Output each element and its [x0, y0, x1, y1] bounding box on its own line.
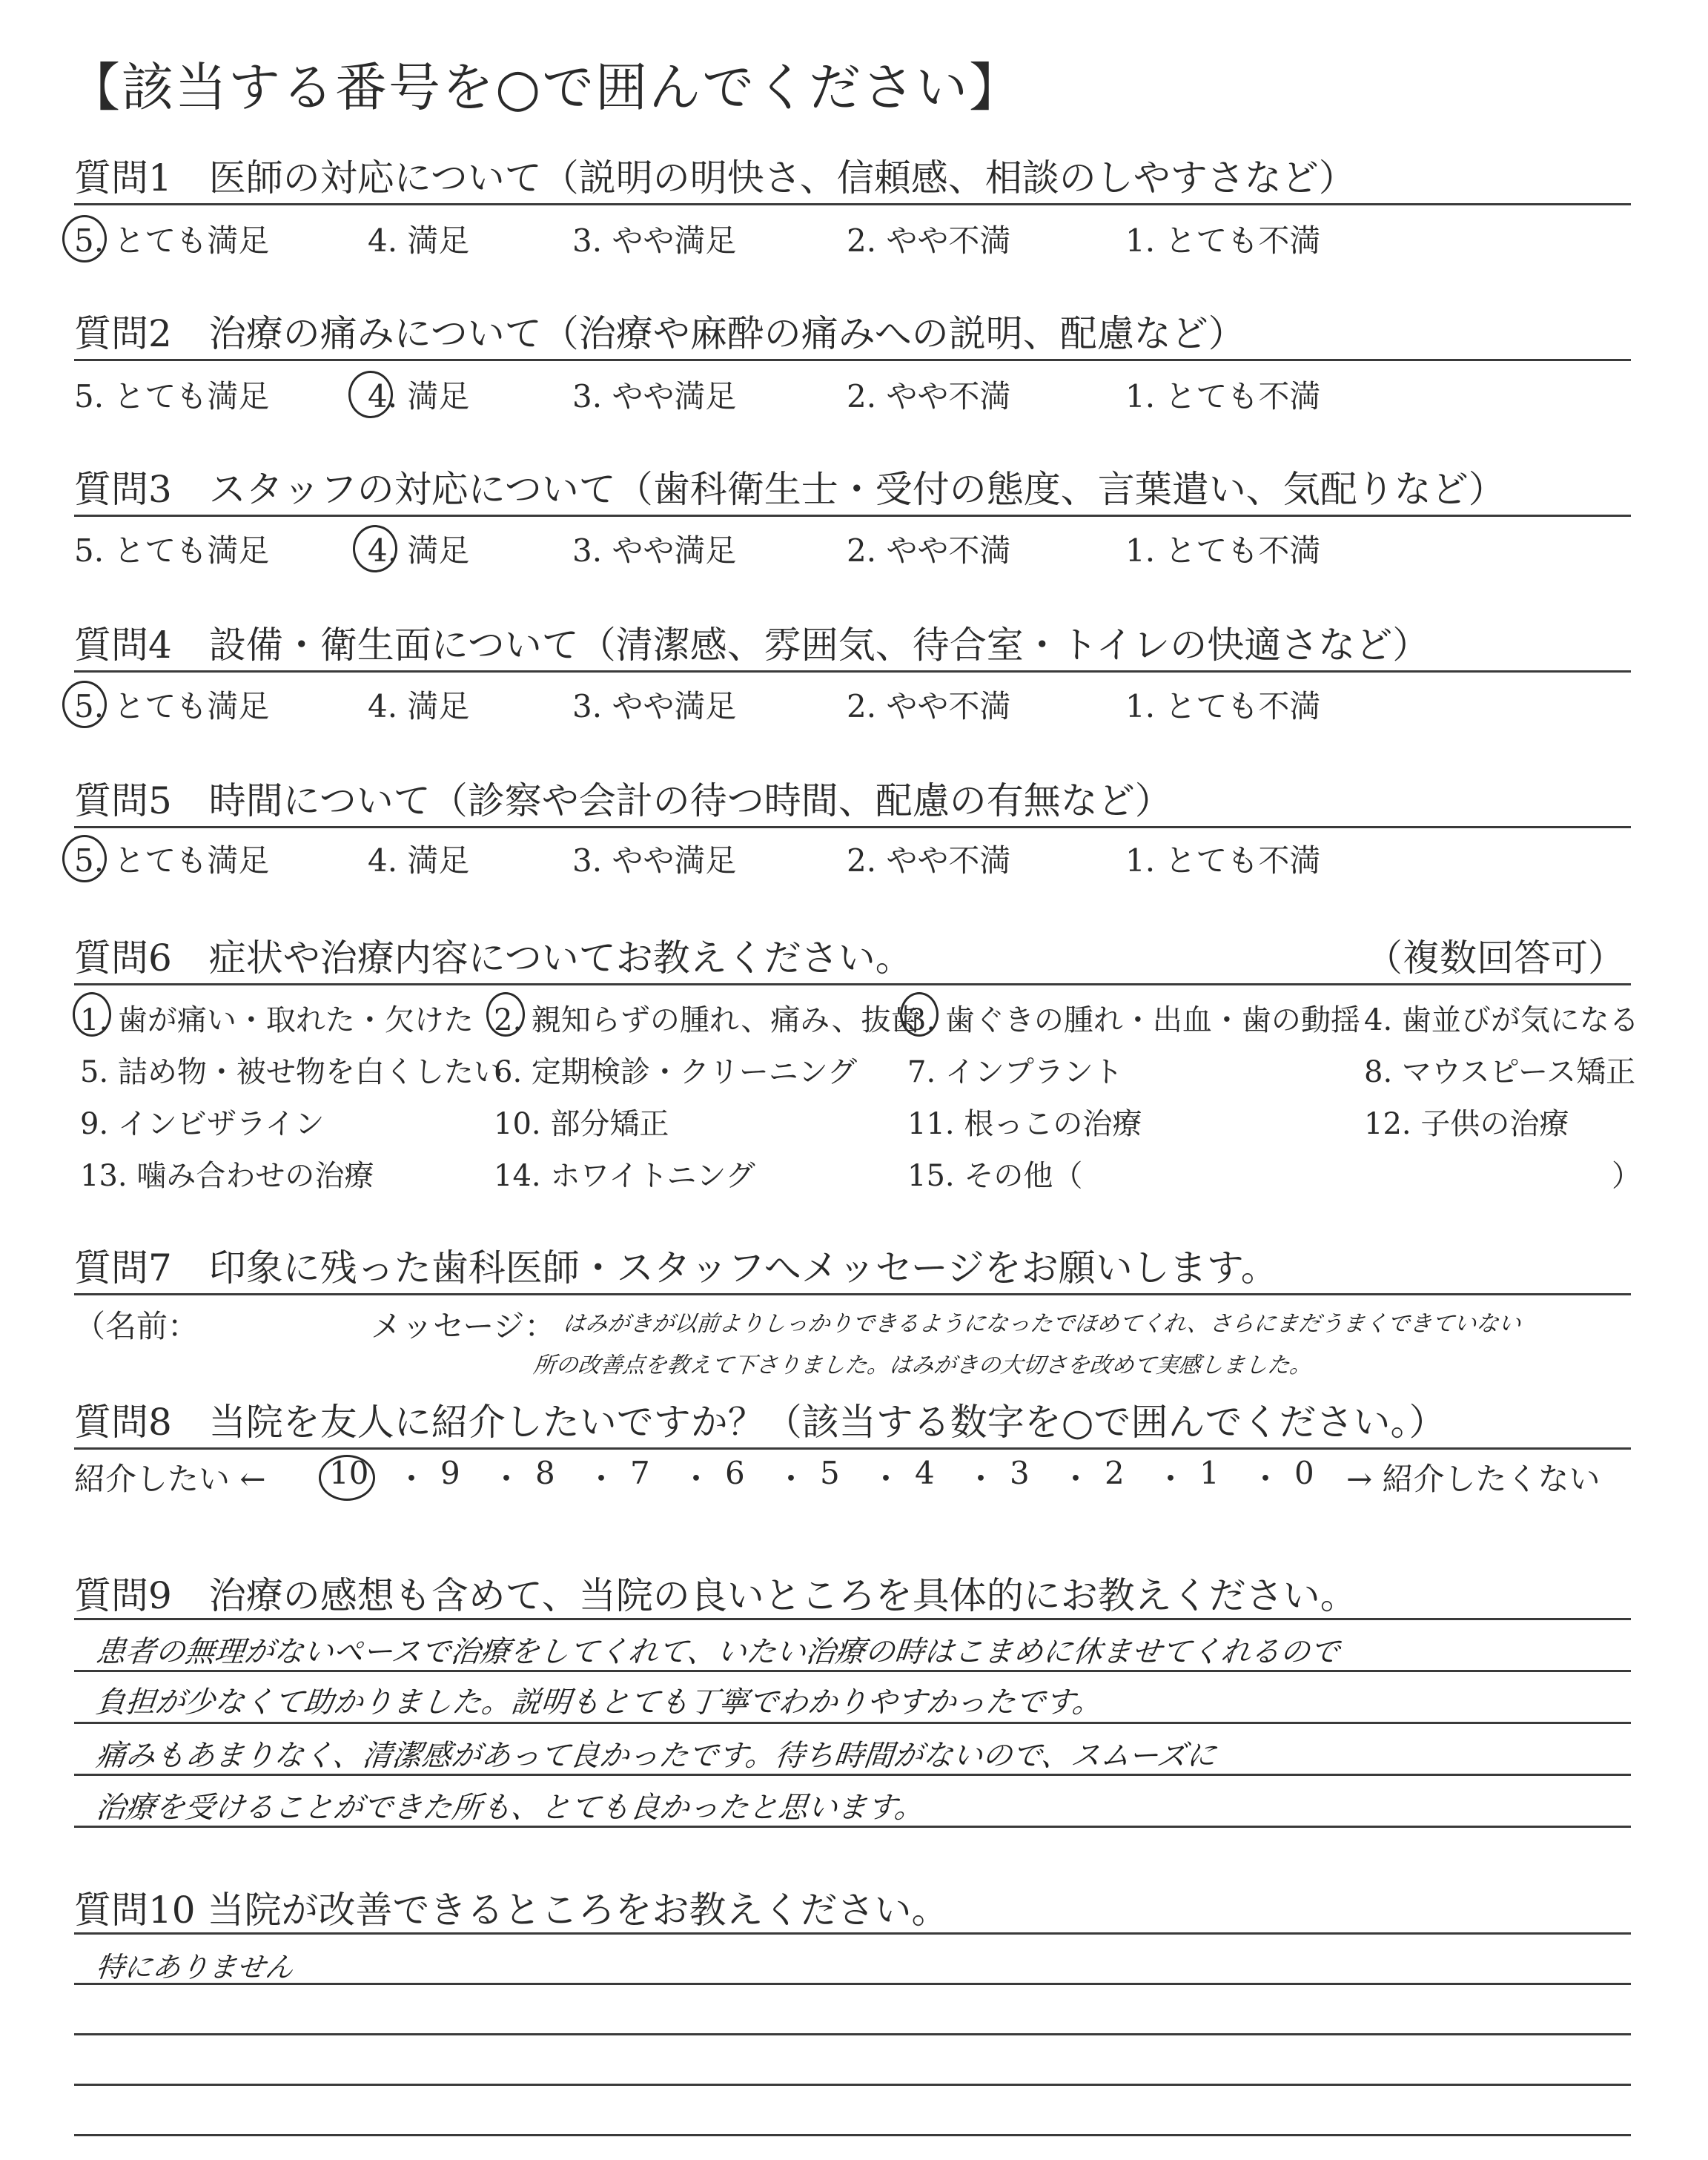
scale-dot: ・	[965, 1461, 997, 1497]
symptom-option[interactable]: 1. 歯が痛い・取れた・欠けた	[80, 1003, 474, 1037]
divider	[74, 203, 1631, 205]
question-1-label: 質問1 医師の対応について（説明の明快さ、信頼感、相談のしやすさなど）	[74, 156, 1356, 199]
scale-dot: ・	[491, 1461, 523, 1497]
symptom-option[interactable]: 2. 親知らずの腫れ、痛み、抜歯	[494, 1003, 921, 1037]
rating-option-3[interactable]: 3. やや満足	[572, 378, 737, 415]
symptom-option[interactable]: 12. 子供の治療	[1364, 1107, 1569, 1141]
handwritten-message-line: 所の改善点を教えて下さりました。はみがきの大切さを改めて実感しました。	[532, 1353, 1314, 1378]
page-title: 【該当する番号を○で囲んでください】	[68, 57, 1023, 118]
scale-dot: ・	[1155, 1461, 1187, 1497]
rating-option-5[interactable]: 5. とても満足	[74, 222, 270, 259]
rating-option-1[interactable]: 1. とても不満	[1125, 222, 1321, 259]
divider	[74, 1932, 1631, 1935]
symptom-option[interactable]: 3. 歯ぐきの腫れ・出血・歯の動揺	[907, 1003, 1360, 1037]
score-8[interactable]: 8	[535, 1455, 555, 1491]
symptom-option[interactable]: 6. 定期検診・クリーニング	[494, 1055, 858, 1089]
answer-line	[74, 1722, 1631, 1724]
handwritten-message-line: はみがきが以前よりしっかりできるようになったでほめてくれ、さらにまだうまくできていない	[561, 1311, 1523, 1337]
rating-option-2[interactable]: 2. やや不満	[847, 688, 1011, 724]
multiple-answer-note: （複数回答可）	[1366, 937, 1625, 980]
score-9[interactable]: 9	[440, 1455, 460, 1491]
divider	[74, 826, 1631, 828]
rating-option-1[interactable]: 1. とても不満	[1125, 532, 1321, 569]
scale-dot: ・	[586, 1461, 618, 1497]
rating-option-5[interactable]: 5. とても満足	[74, 842, 270, 879]
handwritten-answer-line: 負担が少なくて助かりました。説明もとても丁寧でわかりやすかったです。	[94, 1685, 1104, 1720]
divider	[74, 1618, 1631, 1620]
rating-option-4[interactable]: 4. 満足	[368, 378, 470, 415]
rating-option-3[interactable]: 3. やや満足	[572, 222, 737, 259]
rating-option-1[interactable]: 1. とても不満	[1125, 688, 1321, 724]
symptom-option[interactable]: 14. ホワイトニング	[494, 1159, 755, 1193]
answer-line	[74, 1670, 1631, 1672]
rating-option-4[interactable]: 4. 満足	[368, 532, 470, 569]
symptom-option[interactable]: 15. その他（	[907, 1159, 1083, 1193]
score-5[interactable]: 5	[820, 1455, 840, 1491]
name-label: （名前：	[74, 1308, 199, 1344]
answer-line	[74, 1774, 1631, 1776]
question-10-label: 質問10 当院が改善できるところをお教えください。	[74, 1889, 949, 1932]
handwritten-answer-line: 治療を受けることができた所も、とても良かったと思います。	[94, 1791, 926, 1825]
divider	[74, 670, 1631, 673]
score-4[interactable]: 4	[915, 1455, 935, 1491]
rating-option-2[interactable]: 2. やや不満	[847, 532, 1011, 569]
scale-dot: ・	[870, 1461, 902, 1497]
scale-dot: ・	[775, 1461, 807, 1497]
other-close-paren: ）	[1612, 1159, 1641, 1193]
divider	[74, 1293, 1631, 1295]
answer-line	[74, 2033, 1631, 2035]
rating-option-1[interactable]: 1. とても不満	[1125, 378, 1321, 415]
question-6-label: 質問6 症状や治療内容についてお教えください。	[74, 937, 913, 980]
rating-option-3[interactable]: 3. やや満足	[572, 532, 737, 569]
question-4-label: 質問4 設備・衛生面について（清潔感、雰囲気、待合室・トイレの快適さなど）	[74, 624, 1430, 667]
symptom-option[interactable]: 9. インビザライン	[80, 1107, 325, 1141]
question-7-label: 質問7 印象に残った歯科医師・スタッフへメッセージをお願いします。	[74, 1246, 1278, 1289]
scale-dot: ・	[1060, 1461, 1092, 1497]
rating-option-4[interactable]: 4. 満足	[368, 842, 470, 879]
rating-option-5[interactable]: 5. とても満足	[74, 688, 270, 724]
score-2[interactable]: 2	[1105, 1455, 1125, 1491]
question-9-label: 質問9 治療の感想も含めて、当院の良いところを具体的にお教えください。	[74, 1574, 1357, 1617]
rating-option-5[interactable]: 5. とても満足	[74, 378, 270, 415]
score-3[interactable]: 3	[1010, 1455, 1030, 1491]
scale-dot: ・	[681, 1461, 712, 1497]
recommend-left-label: 紹介したい ←	[74, 1461, 266, 1497]
question-5-label: 質問5 時間について（診察や会計の待つ時間、配慮の有無など）	[74, 779, 1172, 822]
rating-option-3[interactable]: 3. やや満足	[572, 842, 737, 879]
rating-option-1[interactable]: 1. とても不満	[1125, 842, 1321, 879]
divider	[74, 983, 1631, 985]
rating-option-4[interactable]: 4. 満足	[368, 222, 470, 259]
symptom-option[interactable]: 10. 部分矯正	[494, 1107, 669, 1141]
question-2-label: 質問2 治療の痛みについて（治療や麻酔の痛みへの説明、配慮など）	[74, 312, 1245, 355]
scale-dot: ・	[396, 1461, 428, 1497]
score-10[interactable]: 10	[329, 1455, 369, 1491]
question-8-label: 質問8 当院を友人に紹介したいですか？（該当する数字を○で囲んでください。）	[74, 1401, 1446, 1444]
handwritten-answer-line: 患者の無理がないペースで治療をしてくれて、いたい治療の時はこまめに休ませてくれるので	[94, 1635, 1342, 1669]
question-3-label: 質問3 スタッフの対応について（歯科衛生士・受付の態度、言葉遣い、気配りなど）	[74, 468, 1506, 511]
recommend-right-label: → 紹介したくない	[1346, 1461, 1601, 1497]
score-7[interactable]: 7	[630, 1455, 650, 1491]
answer-line	[74, 2134, 1631, 2136]
symptom-option[interactable]: 8. マウスピース矯正	[1364, 1055, 1636, 1089]
symptom-option[interactable]: 4. 歯並びが気になる	[1364, 1003, 1639, 1037]
answer-line	[74, 2084, 1631, 2086]
rating-option-2[interactable]: 2. やや不満	[847, 378, 1011, 415]
score-6[interactable]: 6	[725, 1455, 745, 1491]
handwritten-answer-line: 特にありません	[94, 1951, 295, 1984]
divider	[74, 1447, 1631, 1450]
divider	[74, 515, 1631, 517]
score-0[interactable]: 0	[1294, 1455, 1314, 1491]
scale-dot: ・	[1250, 1461, 1282, 1497]
symptom-option[interactable]: 13. 噛み合わせの治療	[80, 1159, 374, 1193]
rating-option-2[interactable]: 2. やや不満	[847, 222, 1011, 259]
rating-option-3[interactable]: 3. やや満足	[572, 688, 737, 724]
symptom-option[interactable]: 7. インプラント	[907, 1055, 1123, 1089]
symptom-option[interactable]: 5. 詰め物・被せ物を白くしたい	[80, 1055, 503, 1089]
rating-option-4[interactable]: 4. 満足	[368, 688, 470, 724]
message-label: メッセージ：	[371, 1308, 556, 1344]
handwritten-answer-line: 痛みもあまりなく、清潔感があって良かったです。待ち時間がないので、スムーズに	[94, 1739, 1218, 1773]
score-1[interactable]: 1	[1199, 1455, 1219, 1491]
answer-line	[74, 1983, 1631, 1985]
answer-line	[74, 1826, 1631, 1828]
divider	[74, 359, 1631, 361]
rating-option-2[interactable]: 2. やや不満	[847, 842, 1011, 879]
symptom-option[interactable]: 11. 根っこの治療	[907, 1107, 1142, 1141]
rating-option-5[interactable]: 5. とても満足	[74, 532, 270, 569]
